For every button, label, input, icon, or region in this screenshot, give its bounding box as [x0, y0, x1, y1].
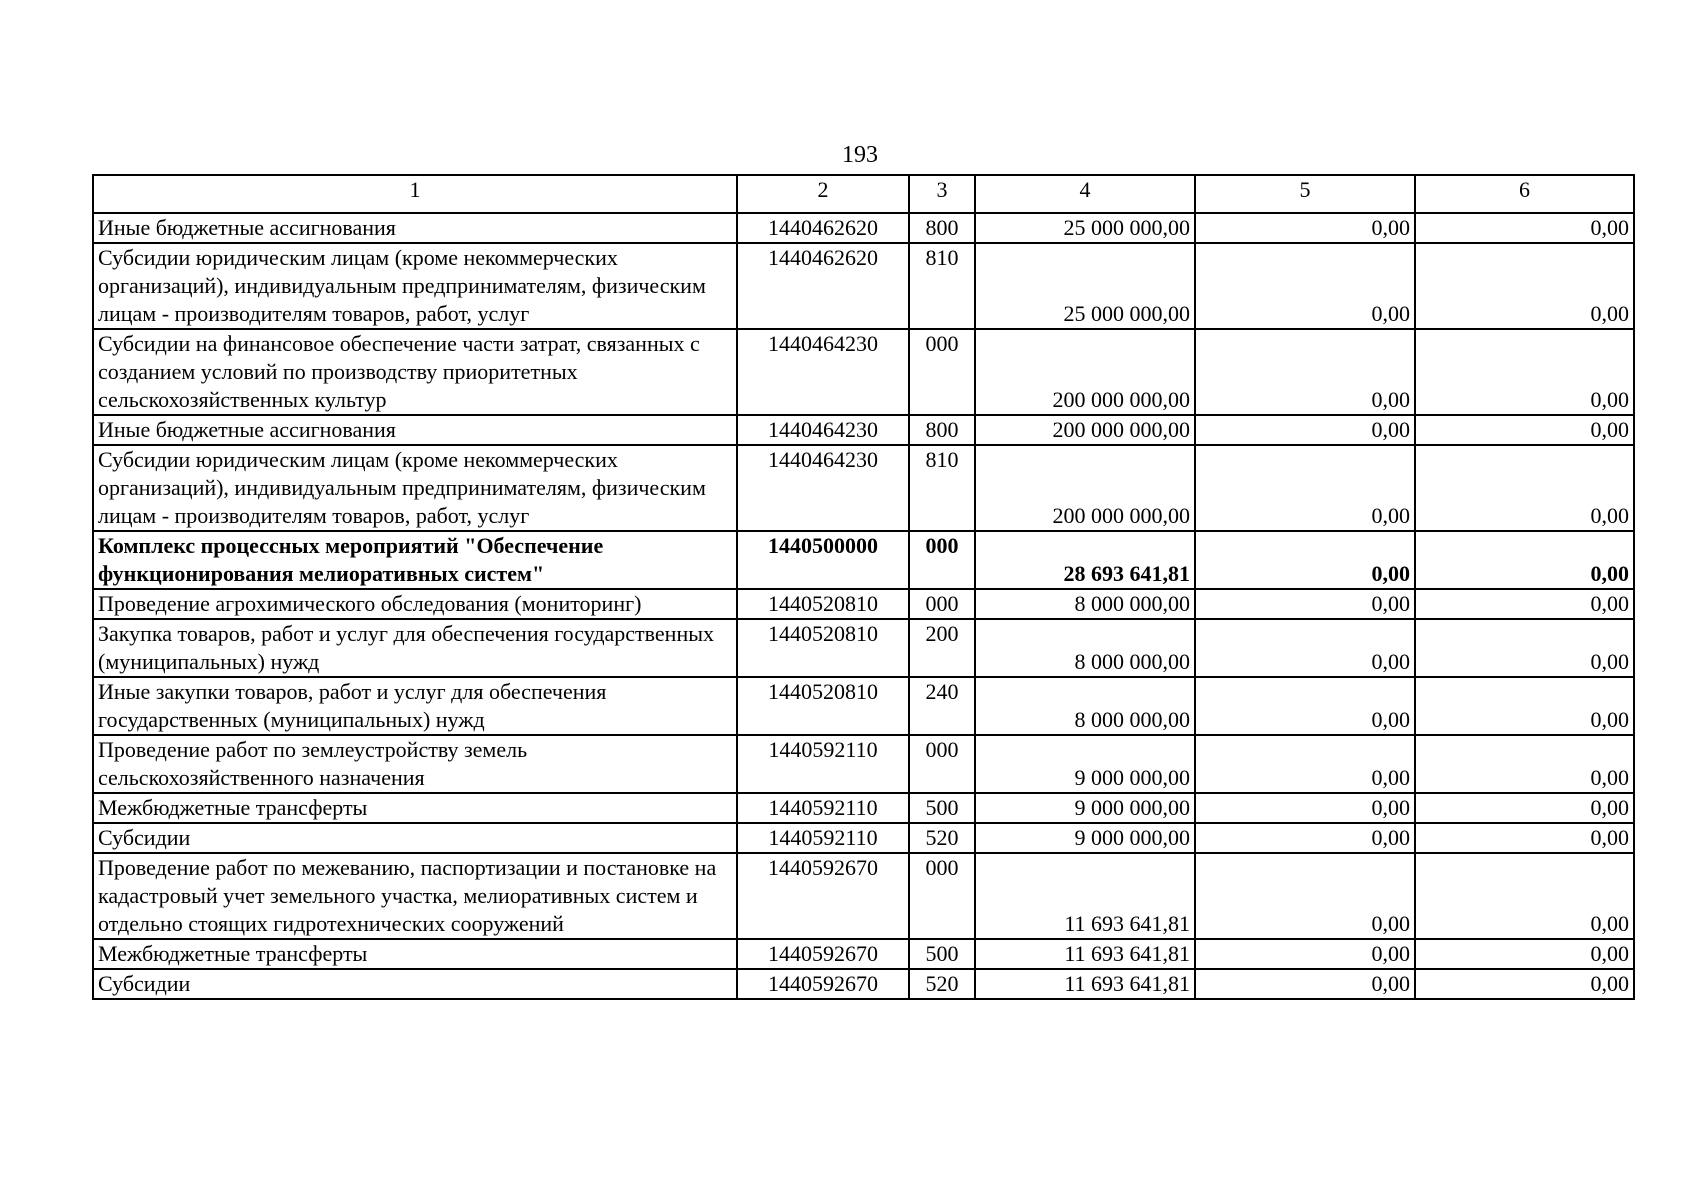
row-type: 000: [909, 531, 975, 589]
row-value-5: 0,00: [1195, 589, 1415, 619]
row-code: 1440462620: [737, 243, 909, 329]
row-type: 520: [909, 969, 975, 999]
row-value-4: 25 000 000,00: [975, 243, 1195, 329]
table-row: [93, 939, 1634, 969]
table-row: [93, 793, 1634, 823]
row-value-5: 0,00: [1195, 939, 1415, 969]
row-value-5: 0,00: [1195, 445, 1415, 531]
row-code: 1440520810: [737, 589, 909, 619]
row-type: 500: [909, 939, 975, 969]
page-number: 193: [842, 142, 878, 168]
row-value-6: 0,00: [1415, 969, 1634, 999]
row-value-5: 0,00: [1195, 243, 1415, 329]
row-value-4: 200 000 000,00: [975, 445, 1195, 531]
table-row: [93, 243, 1634, 329]
row-value-6: 0,00: [1415, 939, 1634, 969]
row-value-4: 8 000 000,00: [975, 619, 1195, 677]
row-value-5: 0,00: [1195, 677, 1415, 735]
column-header-6: 6: [1415, 175, 1634, 213]
row-type: 800: [909, 213, 975, 243]
row-type: 000: [909, 589, 975, 619]
row-value-6: 0,00: [1415, 415, 1634, 445]
row-value-4: 11 693 641,81: [975, 939, 1195, 969]
row-value-4: 8 000 000,00: [975, 589, 1195, 619]
row-value-6: 0,00: [1415, 677, 1634, 735]
column-header-3: 3: [909, 175, 975, 213]
row-code: 1440592110: [737, 793, 909, 823]
row-value-4: 11 693 641,81: [975, 969, 1195, 999]
row-value-5: 0,00: [1195, 969, 1415, 999]
row-name: Субсидии юридическим лицам (кроме некоммерческих организаций), индивидуальным предпринимателям, физическим лицам - производителям товаров, работ, услуг: [93, 243, 737, 329]
row-value-5: 0,00: [1195, 213, 1415, 243]
budget-table: [92, 174, 1635, 1000]
row-name: Субсидии на финансовое обеспечение части затрат, связанных с созданием условий по производству приоритетных сельскохозяйственных культур: [93, 329, 737, 415]
row-value-4: 200 000 000,00: [975, 415, 1195, 445]
row-name: Субсидии: [93, 969, 737, 999]
row-value-5: 0,00: [1195, 793, 1415, 823]
row-value-6: 0,00: [1415, 619, 1634, 677]
row-type: 000: [909, 329, 975, 415]
row-name: Проведение работ по землеустройству земель сельскохозяйственного назначения: [93, 735, 737, 793]
row-name: Проведение работ по межеванию, паспортизации и постановке на кадастровый учет земельного участка, мелиоративных систем и отдельно стоящих гидротехнических сооружений: [93, 853, 737, 939]
row-value-6: 0,00: [1415, 853, 1634, 939]
row-value-5: 0,00: [1195, 619, 1415, 677]
table-row: [93, 735, 1634, 793]
row-type: 200: [909, 619, 975, 677]
row-code: 1440500000: [737, 531, 909, 589]
row-code: 1440464230: [737, 415, 909, 445]
table-row: [93, 213, 1634, 243]
table-row: [93, 329, 1634, 415]
row-value-6: 0,00: [1415, 531, 1634, 589]
column-header-1: 1: [93, 175, 737, 213]
row-name: Субсидии: [93, 823, 737, 853]
row-type: 000: [909, 853, 975, 939]
row-value-6: 0,00: [1415, 329, 1634, 415]
table-row: [93, 823, 1634, 853]
table-row: [93, 589, 1634, 619]
row-name: Закупка товаров, работ и услуг для обеспечения государственных (муниципальных) нужд: [93, 619, 737, 677]
row-type: 810: [909, 243, 975, 329]
row-value-4: 28 693 641,81: [975, 531, 1195, 589]
row-type: 800: [909, 415, 975, 445]
row-value-5: 0,00: [1195, 735, 1415, 793]
header-row: [93, 175, 1634, 213]
row-value-4: 9 000 000,00: [975, 793, 1195, 823]
row-value-5: 0,00: [1195, 329, 1415, 415]
row-value-4: 9 000 000,00: [975, 735, 1195, 793]
row-type: 810: [909, 445, 975, 531]
row-value-5: 0,00: [1195, 823, 1415, 853]
row-value-4: 9 000 000,00: [975, 823, 1195, 853]
row-value-4: 25 000 000,00: [975, 213, 1195, 243]
row-value-6: 0,00: [1415, 793, 1634, 823]
row-code: 1440592110: [737, 735, 909, 793]
row-value-4: 200 000 000,00: [975, 329, 1195, 415]
table-row: [93, 531, 1634, 589]
table-row: [93, 853, 1634, 939]
row-code: 1440520810: [737, 677, 909, 735]
row-name: Иные бюджетные ассигнования: [93, 213, 737, 243]
row-code: 1440592670: [737, 969, 909, 999]
row-value-5: 0,00: [1195, 531, 1415, 589]
row-value-6: 0,00: [1415, 823, 1634, 853]
row-value-6: 0,00: [1415, 735, 1634, 793]
row-code: 1440592110: [737, 823, 909, 853]
row-type: 000: [909, 735, 975, 793]
row-name: Межбюджетные трансферты: [93, 793, 737, 823]
row-type: 500: [909, 793, 975, 823]
row-value-6: 0,00: [1415, 213, 1634, 243]
table-row: [93, 415, 1634, 445]
column-header-5: 5: [1195, 175, 1415, 213]
table-row: [93, 445, 1634, 531]
row-name: Межбюджетные трансферты: [93, 939, 737, 969]
row-value-5: 0,00: [1195, 415, 1415, 445]
row-type: 520: [909, 823, 975, 853]
table-row: [93, 677, 1634, 735]
row-code: 1440592670: [737, 853, 909, 939]
row-code: 1440592670: [737, 939, 909, 969]
row-name: Проведение агрохимического обследования (мониторинг): [93, 589, 737, 619]
row-type: 240: [909, 677, 975, 735]
table-row: [93, 619, 1634, 677]
row-value-6: 0,00: [1415, 589, 1634, 619]
row-code: 1440464230: [737, 329, 909, 415]
column-header-4: 4: [975, 175, 1195, 213]
row-value-6: 0,00: [1415, 243, 1634, 329]
row-value-6: 0,00: [1415, 445, 1634, 531]
row-value-5: 0,00: [1195, 853, 1415, 939]
row-value-4: 11 693 641,81: [975, 853, 1195, 939]
table-row: [93, 969, 1634, 999]
column-header-2: 2: [737, 175, 909, 213]
row-name: Субсидии юридическим лицам (кроме некоммерческих организаций), индивидуальным предпринимателям, физическим лицам - производителям товаров, работ, услуг: [93, 445, 737, 531]
row-name: Иные бюджетные ассигнования: [93, 415, 737, 445]
row-value-4: 8 000 000,00: [975, 677, 1195, 735]
row-code: 1440464230: [737, 445, 909, 531]
row-name: Иные закупки товаров, работ и услуг для обеспечения государственных (муниципальных) нужд: [93, 677, 737, 735]
row-code: 1440462620: [737, 213, 909, 243]
row-name: Комплекс процессных мероприятий "Обеспечение функционирования мелиоративных систем": [93, 531, 737, 589]
row-code: 1440520810: [737, 619, 909, 677]
